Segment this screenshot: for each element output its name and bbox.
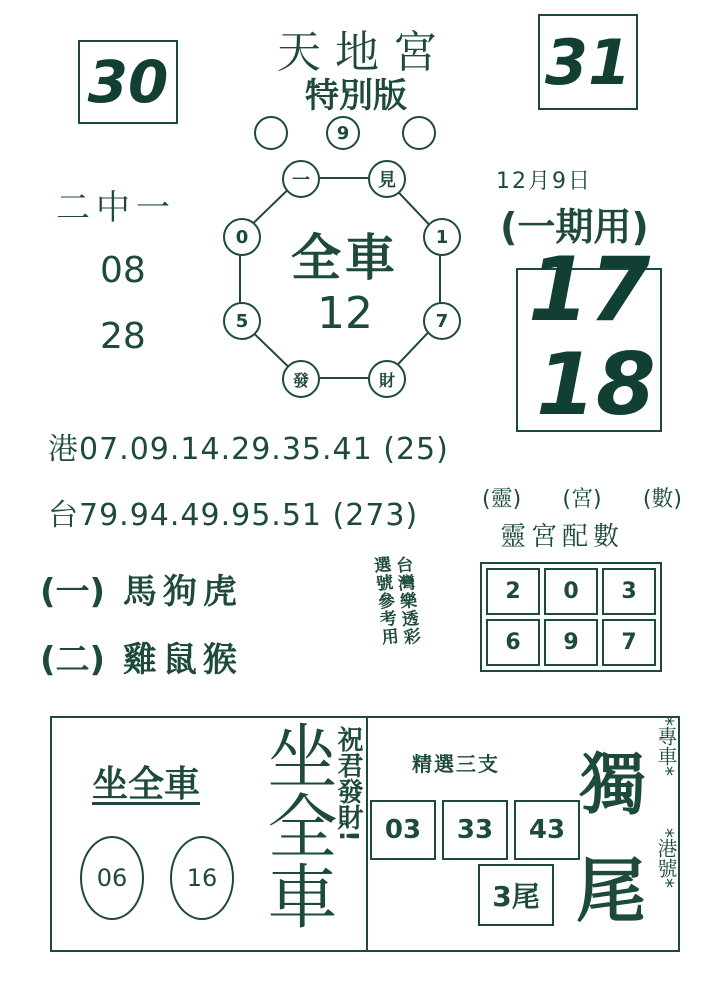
big-vertical-text: 坐全車	[256, 720, 338, 930]
pick-box: 33	[442, 800, 508, 860]
grid-title: 靈宮配數	[500, 522, 625, 552]
zodiac-tag: (二)	[40, 640, 106, 680]
lottery-note: 選號參考用	[369, 555, 399, 647]
ring-node: 財	[368, 360, 406, 398]
ring-node: 見	[368, 160, 406, 198]
pick-title: 精選三支	[412, 752, 500, 776]
du-char: 獨	[580, 746, 646, 823]
bottom-circle: 16	[170, 836, 234, 920]
zodiac-text: 馬狗虎	[122, 572, 243, 612]
lottery-note: 台灣樂透彩	[391, 555, 421, 647]
ring-node: 0	[223, 218, 261, 256]
prediction-number-2: 18	[536, 335, 656, 435]
top-circle: 9	[326, 116, 360, 150]
zodiac-text: 雞鼠猴	[122, 640, 243, 680]
zodiac-row	[40, 564, 243, 613]
pick-box: 43	[514, 800, 580, 860]
right-number: 31	[544, 25, 632, 99]
ring-node: 1	[423, 218, 461, 256]
grid-headers	[482, 482, 682, 513]
grid-cell: 2	[486, 568, 540, 615]
prediction-number-1: 17	[528, 238, 651, 341]
hk-numbers: 港07.09.14.29.35.41 (25)	[48, 432, 449, 467]
grid-cell: 7	[602, 619, 656, 666]
grid-cell: 9	[544, 619, 598, 666]
wei-char: 尾	[576, 850, 646, 932]
ring-node: 5	[223, 302, 261, 340]
ring-center-number: 12	[317, 288, 373, 339]
grid-header: (宮)	[562, 487, 602, 512]
ring-node: 7	[423, 302, 461, 340]
ring-node: 一	[282, 160, 320, 198]
wish-text: 祝君發財!	[333, 726, 363, 842]
zodiac-tag: (一)	[40, 572, 106, 612]
ring-center-text: 全車	[291, 229, 399, 287]
grid-header: (靈)	[482, 487, 522, 512]
page-subtitle: 特別版	[305, 76, 407, 116]
zodiac-row	[40, 632, 243, 681]
sit-full-car-title: 坐全車	[92, 764, 201, 805]
tw-numbers: 台79.94.49.95.51 (273)	[48, 498, 419, 533]
side-note: *港號*	[654, 828, 678, 888]
page-title: 天 地 宮	[277, 27, 437, 78]
ring-node: 發	[282, 360, 320, 398]
period-label: (一期用)	[500, 205, 649, 249]
grid-header: (數)	[642, 487, 682, 512]
pick-box: 03	[370, 800, 436, 860]
grid-cell: 6	[486, 619, 540, 666]
date: 12月9日	[496, 169, 592, 194]
two-hit-one-label: 二中一	[56, 188, 176, 228]
tail-box: 3尾	[478, 864, 554, 926]
left-number-1: 08	[100, 250, 146, 291]
number-grid	[480, 562, 662, 672]
left-number: 30	[87, 48, 169, 116]
grid-cell: 0	[544, 568, 598, 615]
bottom-circle: 06	[80, 836, 144, 920]
side-note: *專車*	[654, 716, 678, 776]
left-number-2: 28	[100, 316, 146, 357]
grid-cell: 3	[602, 568, 656, 615]
